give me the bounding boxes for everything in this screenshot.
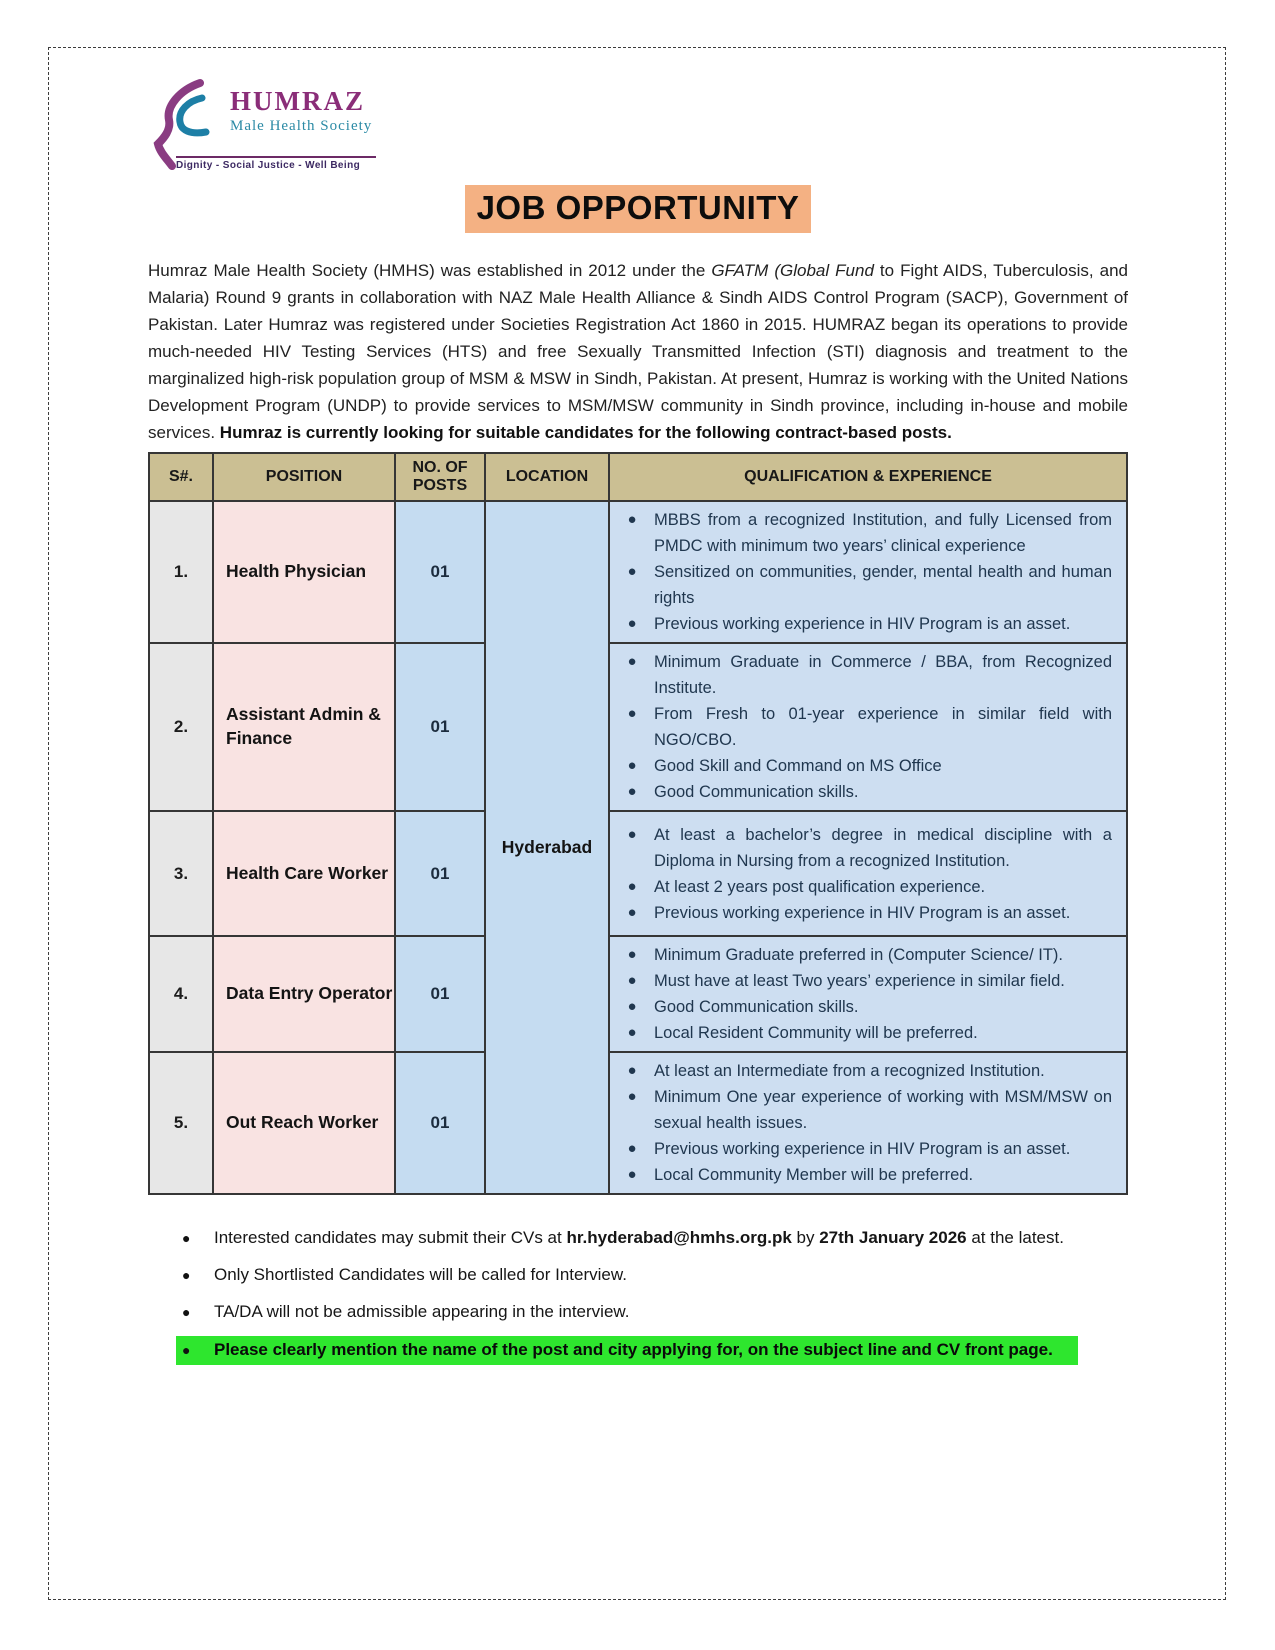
org-name: HUMRAZ xyxy=(230,86,365,116)
org-subtitle: Male Health Society xyxy=(230,118,373,134)
qualification-item: ● Minimum One year experience of working with MSM/MSW on sexual health issues. xyxy=(610,1084,1116,1136)
footer-note-shortlist: ● Only Shortlisted Candidates will be called for Interview. xyxy=(176,1262,1128,1288)
bullet-icon: ● xyxy=(627,1140,637,1157)
row-position: Data Entry Operator xyxy=(213,936,395,1052)
qualification-item: ● Sensitized on communities, gender, mental health and human rights xyxy=(610,559,1116,611)
qualification-item: ● At least 2 years post qualification experience. xyxy=(610,874,1116,900)
qualification-item: ● MBBS from a recognized Institution, and fully Licensed from PMDC with minimum two years’ clinical experience xyxy=(610,507,1116,559)
table-row xyxy=(149,1052,1127,1194)
row-qualifications xyxy=(609,501,1127,643)
title-row xyxy=(148,185,1128,233)
bullet-icon: ● xyxy=(627,1062,637,1079)
bullet-icon: ● xyxy=(627,825,637,843)
footer-note-text: Interested candidates may submit their CVs at xyxy=(214,1228,567,1247)
footer-note-text: by xyxy=(791,1228,820,1247)
row-position: Health Care Worker xyxy=(213,811,395,936)
bullet-icon: ● xyxy=(627,877,637,895)
row-posts: 01 xyxy=(395,1052,485,1194)
bullet-icon: ● xyxy=(182,1342,191,1358)
qualification-item: ● At least a bachelor’s degree in medical discipline with a Diploma in Nursing from a recognized Institution. xyxy=(610,822,1116,874)
row-position: Out Reach Worker xyxy=(213,1052,395,1194)
bullet-icon: ● xyxy=(627,563,637,580)
row-qualifications xyxy=(609,643,1127,811)
qualification-item: ● Local Resident Community will be preferred. xyxy=(610,1020,1116,1046)
bullet-icon: ● xyxy=(627,757,637,774)
table-row xyxy=(149,811,1127,936)
org-tagline: Dignity - Social Justice - Well Being xyxy=(176,160,361,171)
bullet-icon: ● xyxy=(627,972,637,989)
page-title: JOB OPPORTUNITY xyxy=(465,185,812,233)
bullet-icon: ● xyxy=(182,1230,191,1246)
row-qualifications xyxy=(609,811,1127,936)
intro-bold: Humraz is currently looking for suitable candidates for the following contract-based posts. xyxy=(219,423,952,442)
bullet-icon: ● xyxy=(182,1304,191,1320)
deadline-date: 27th January 2026 xyxy=(819,1228,967,1247)
row-posts: 01 xyxy=(395,811,485,936)
footer-note-cv xyxy=(176,1225,1128,1251)
qualification-item: ● Minimum Graduate preferred in (Computer Science/ IT). xyxy=(610,942,1116,968)
bullet-icon: ● xyxy=(627,1088,637,1105)
header-sno: S#. xyxy=(149,453,213,501)
logo-text-block xyxy=(230,78,372,135)
bullet-icon: ● xyxy=(182,1267,191,1283)
bullet-icon: ● xyxy=(627,1024,637,1041)
row-posts: 01 xyxy=(395,643,485,811)
location-cell: Hyderabad xyxy=(485,501,609,1194)
intro-paragraph xyxy=(148,257,1128,446)
row-sno: 2. xyxy=(149,643,213,811)
qualification-item: ● Must have at least Two years’ experience in similar field. xyxy=(610,968,1116,994)
bullet-icon: ● xyxy=(627,946,637,963)
bullet-icon: ● xyxy=(627,1166,637,1183)
row-position: Health Physician xyxy=(213,501,395,643)
email-address: hr.hyderabad@hmhs.org.pk xyxy=(566,1228,792,1247)
row-sno: 5. xyxy=(149,1052,213,1194)
qualification-item: ● Good Skill and Command on MS Office xyxy=(610,753,1116,779)
bullet-icon: ● xyxy=(627,783,637,800)
row-qualifications xyxy=(609,1052,1127,1194)
row-sno: 3. xyxy=(149,811,213,936)
header-qualification: QUALIFICATION & EXPERIENCE xyxy=(609,453,1127,501)
row-posts: 01 xyxy=(395,936,485,1052)
row-position: Assistant Admin & Finance xyxy=(213,643,395,811)
header-posts: NO. OF POSTS xyxy=(395,453,485,501)
intro-text-1: Humraz Male Health Society (HMHS) was established in 2012 under the xyxy=(148,261,712,280)
intro-italic: GFATM (Global Fund xyxy=(711,261,874,280)
footer-note-text: at the latest. xyxy=(966,1228,1064,1247)
jobs-table xyxy=(148,452,1128,1195)
bullet-icon: ● xyxy=(627,615,637,632)
qualification-item: ● Local Community Member will be preferred. xyxy=(610,1162,1116,1188)
table-row xyxy=(149,643,1127,811)
intro-text-2: to Fight AIDS, Tuberculosis, and Malaria) Round 9 grants in collaboration with NAZ Male Health Alliance & Sindh AIDS Control Program (SACP), Government of Pakistan. Later Humraz was registered under Societies Registration Act 1860 in 2015. HUMRAZ began its operations to provide much-needed HIV Testing Services (HTS) and free Sexually Transmitted Infection (STI) diagnosis and treatment to the marginalized high-risk population group of MSM & MSW in Sindh, Pakistan. At present, Humraz is working with the United Nations Development Program (UNDP) to provide services to MSM/MSW community in Sindh province, including in-house and mobile services. xyxy=(148,261,1128,442)
qualification-item: ● Previous working experience in HIV Program is an asset. xyxy=(610,1136,1116,1162)
qualification-item: ● Good Communication skills. xyxy=(610,994,1116,1020)
qualification-item: ● Minimum Graduate in Commerce / BBA, from Recognized Institute. xyxy=(610,649,1116,701)
table-header-row xyxy=(149,453,1127,501)
bullet-icon: ● xyxy=(627,903,637,921)
page-content xyxy=(148,78,1128,1376)
header-position: POSITION xyxy=(213,453,395,501)
row-qualifications xyxy=(609,936,1127,1052)
footer-note-tada: ● TA/DA will not be admissible appearing in the interview. xyxy=(176,1299,1128,1325)
header-location: LOCATION xyxy=(485,453,609,501)
qualification-item: ● Previous working experience in HIV Program is an asset. xyxy=(610,611,1116,637)
row-posts: 01 xyxy=(395,501,485,643)
table-row xyxy=(149,501,1127,643)
bullet-icon: ● xyxy=(627,511,637,528)
qualification-item: ● Good Communication skills. xyxy=(610,779,1116,805)
table-row xyxy=(149,936,1127,1052)
row-sno: 1. xyxy=(149,501,213,643)
bullet-icon: ● xyxy=(627,705,637,722)
qualification-item: ● Previous working experience in HIV Program is an asset. xyxy=(610,900,1116,926)
qualification-item: ● From Fresh to 01-year experience in similar field with NGO/CBO. xyxy=(610,701,1116,753)
bullet-icon: ● xyxy=(627,998,637,1015)
row-sno: 4. xyxy=(149,936,213,1052)
footer-notes xyxy=(176,1225,1128,1365)
footer-note-subject-line-highlight: ● Please clearly mention the name of the post and city applying for, on the subject line and CV front page. xyxy=(176,1336,1078,1365)
qualification-item: ● At least an Intermediate from a recognized Institution. xyxy=(610,1058,1116,1084)
bullet-icon: ● xyxy=(627,653,637,670)
